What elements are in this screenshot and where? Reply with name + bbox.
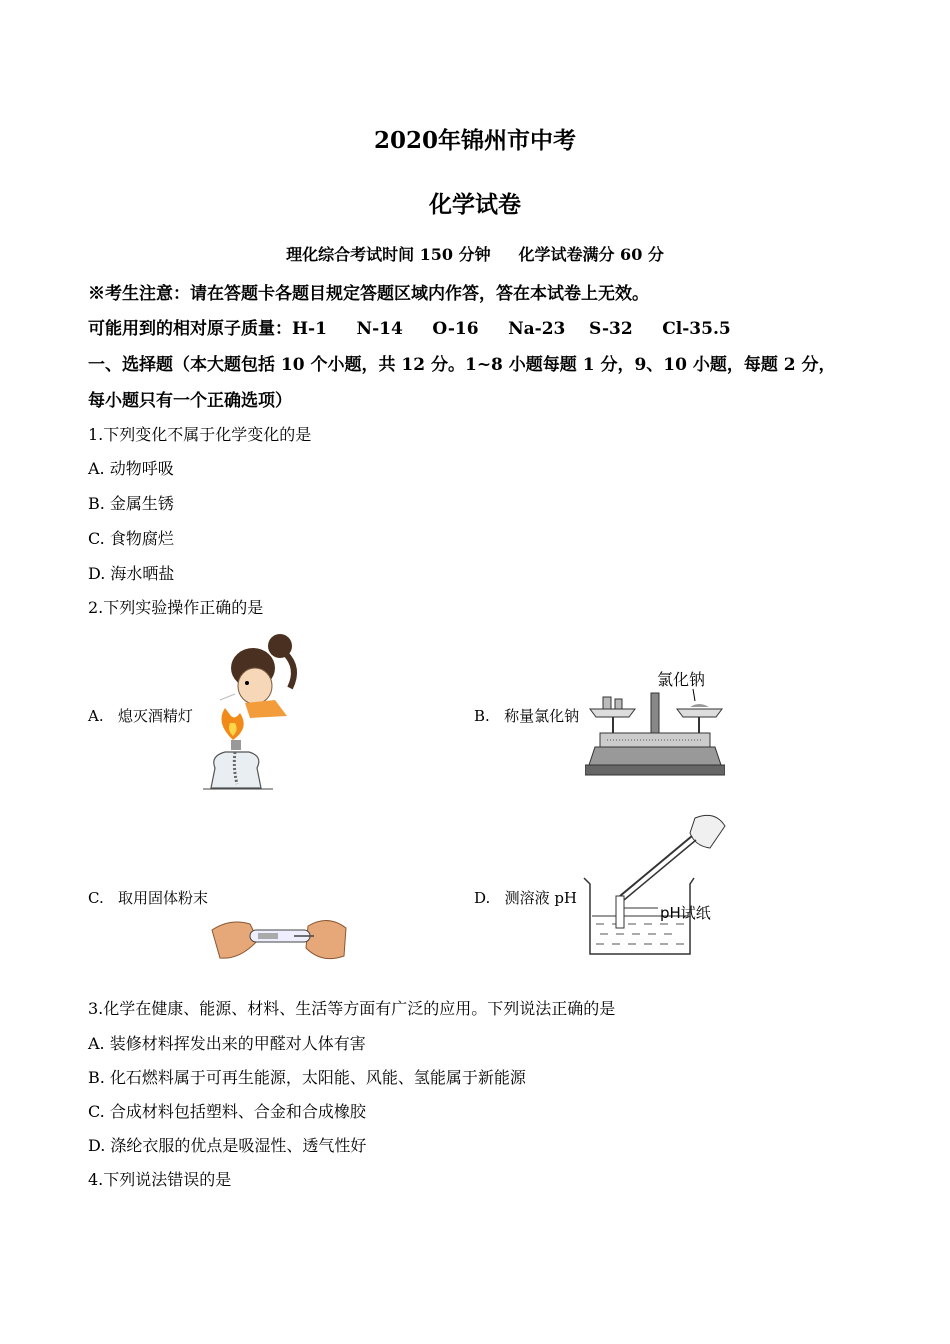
q2-option-c: C. 取用固体粉末 — [88, 889, 209, 907]
sodium-chloride-label: 氯化钠 — [657, 670, 706, 689]
q1-option-c: C. 食物腐烂 — [88, 529, 174, 548]
exam-info: 理化综合考试时间 150 分钟 化学试卷满分 60 分 — [286, 245, 664, 264]
q1-option-b: B. 金属生锈 — [88, 494, 174, 513]
ph-paper-label: pH试纸 — [660, 904, 711, 922]
q1-option-d: D. 海水晒盐 — [88, 564, 175, 583]
q3-option-d: D. 涤纶衣服的优点是吸湿性、透气性好 — [88, 1136, 367, 1155]
question-4-stem: 4.下列说法错误的是 — [88, 1170, 232, 1189]
q2-option-d: D. 测溶液 pH — [474, 889, 578, 907]
q2-option-a: A. 熄灭酒精灯 — [88, 707, 193, 725]
question-2-stem: 2.下列实验操作正确的是 — [88, 598, 264, 617]
section-heading: 一、选择题（本大题包括 10 个小题，共 12 分。1~8 小题每题 1 分，9、10 小题，每题 2 分， — [88, 355, 836, 375]
test-tube-figure — [210, 910, 350, 968]
q2-option-b: B. 称量氯化钠 — [474, 707, 580, 725]
page-subtitle: 化学试卷 — [429, 191, 521, 218]
balance-figure — [585, 665, 725, 780]
q3-option-a: A. 装修材料挥发出来的甲醛对人体有害 — [88, 1034, 366, 1053]
atomic-mass: 可能用到的相对原子质量：H-1 N-14 O-16 Na-23 S-32 Cl-35.5 — [88, 319, 731, 339]
q3-option-b: B. 化石燃料属于可再生能源，太阳能、风能、氢能属于新能源 — [88, 1068, 526, 1087]
alcohol-lamp-figure — [195, 628, 310, 798]
q3-option-c: C. 合成材料包括塑料、合金和合成橡胶 — [88, 1102, 366, 1121]
notice: ※考生注意：请在答题卡各题目规定答题区域内作答，答在本试卷上无效。 — [88, 284, 649, 304]
page-title: 2020年锦州市中考 — [373, 127, 576, 154]
q1-option-a: A. 动物呼吸 — [88, 459, 174, 478]
ph-test-figure — [580, 808, 730, 958]
section-heading-cont: 每小题只有一个正确选项） — [88, 391, 292, 411]
question-1-stem: 1.下列变化不属于化学变化的是 — [88, 425, 312, 444]
question-3-stem: 3.化学在健康、能源、材料、生活等方面有广泛的应用。下列说法正确的是 — [88, 999, 616, 1018]
